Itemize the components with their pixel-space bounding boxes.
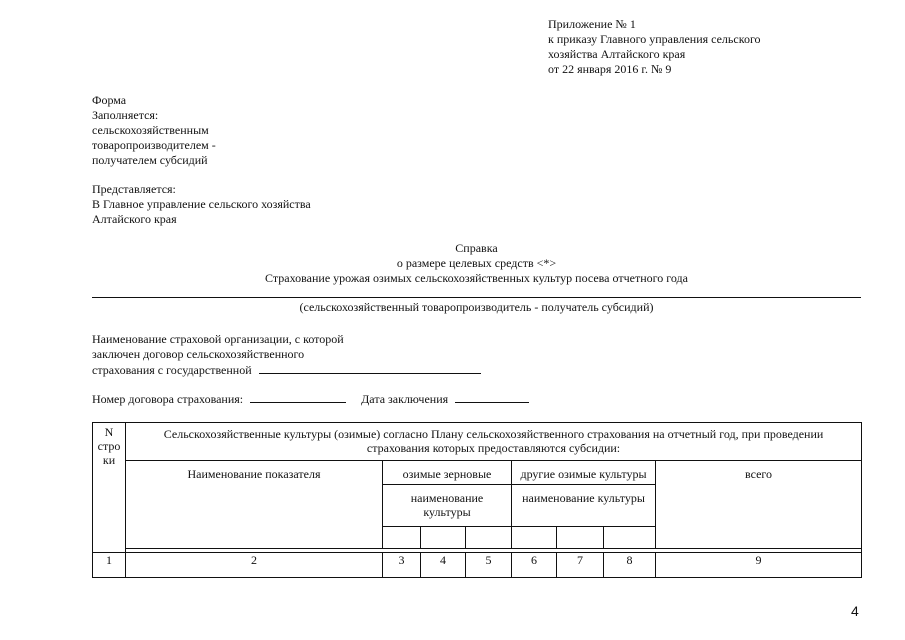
insurer-line-1: Наименование страховой организации, с которой <box>92 332 344 346</box>
crop-cell-7[interactable] <box>557 527 604 549</box>
row-number-header-line-3: ки <box>102 453 116 467</box>
form-title: Форма <box>92 93 127 107</box>
appendix-line-3: хозяйства Алтайского края <box>548 47 686 61</box>
main-header: Сельскохозяйственные культуры (озимые) согласно Плану сельскохозяйственного страхования на отчетный год, при проведении страхования которых предоставляются субсидии: <box>126 423 862 461</box>
filled-by-line-1: сельскохозяйственным <box>92 123 209 137</box>
column-number-4: 4 <box>421 553 466 578</box>
crop-cell-4[interactable] <box>421 527 466 549</box>
filled-by-label: Заполняется: <box>92 108 159 122</box>
contract-date-fill-line[interactable] <box>455 391 529 403</box>
column-number-8: 8 <box>604 553 656 578</box>
crop-cell-5[interactable] <box>466 527 512 549</box>
contract-number-fill-line[interactable] <box>250 391 346 403</box>
submitted-line-2: Алтайского края <box>92 212 177 226</box>
appendix-line-4: от 22 января 2016 г. № 9 <box>548 62 672 76</box>
insurer-line-3 <box>92 362 481 377</box>
subsidy-table <box>92 422 862 578</box>
appendix-line-1: Приложение № 1 <box>548 17 636 31</box>
document-topic: Страхование урожая озимых сельскохозяйственных культур посева отчетного года <box>265 271 688 285</box>
other-winter-header: другие озимые культуры <box>512 461 656 485</box>
document-subtitle: о размере целевых средств <*> <box>396 256 557 270</box>
column-number-3: 3 <box>383 553 421 578</box>
filled-by-line-3: получателем субсидий <box>92 153 208 167</box>
insurer-line-2: заключен договор сельскохозяйственного <box>92 347 305 361</box>
row-number-header-line-1: N <box>104 425 114 439</box>
submitted-line-1: В Главное управление сельского хозяйства <box>92 197 311 211</box>
document-title: Справка <box>455 241 498 255</box>
column-number-2: 2 <box>126 553 383 578</box>
winter-grain-header: озимые зерновые <box>383 461 512 485</box>
crop-cell-3[interactable] <box>383 527 421 549</box>
insurer-fill-line[interactable] <box>259 362 481 374</box>
appendix-line-2: к приказу Главного управления сельского <box>548 32 761 46</box>
page-number: 4 <box>851 603 859 619</box>
producer-caption: (сельскохозяйственный товаропроизводитель - получатель субсидий) <box>299 300 654 314</box>
contract-date-label: Дата заключения <box>361 392 449 406</box>
insurer-line-3-text: страхования с государственной <box>92 363 252 377</box>
column-number-1: 1 <box>93 553 126 578</box>
row-number-header-line-2: стро <box>97 439 121 453</box>
producer-fill-line[interactable] <box>92 297 861 298</box>
crop-name-header-b: наименование культуры <box>512 485 656 527</box>
crop-name-header-a: наименование культуры <box>383 485 512 527</box>
crop-cell-6[interactable] <box>512 527 557 549</box>
contract-number-label: Номер договора страхования: <box>92 392 244 406</box>
filled-by-line-2: товаропроизводителем - <box>92 138 216 152</box>
indicator-name-header: Наименование показателя <box>126 461 383 549</box>
column-number-5: 5 <box>466 553 512 578</box>
column-number-7: 7 <box>557 553 604 578</box>
submitted-label: Представляется: <box>92 182 176 196</box>
crop-cell-8[interactable] <box>604 527 656 549</box>
column-number-6: 6 <box>512 553 557 578</box>
row-number-header <box>93 423 126 553</box>
total-header: всего <box>656 461 862 549</box>
column-number-9: 9 <box>656 553 862 578</box>
contract-row <box>92 391 529 406</box>
